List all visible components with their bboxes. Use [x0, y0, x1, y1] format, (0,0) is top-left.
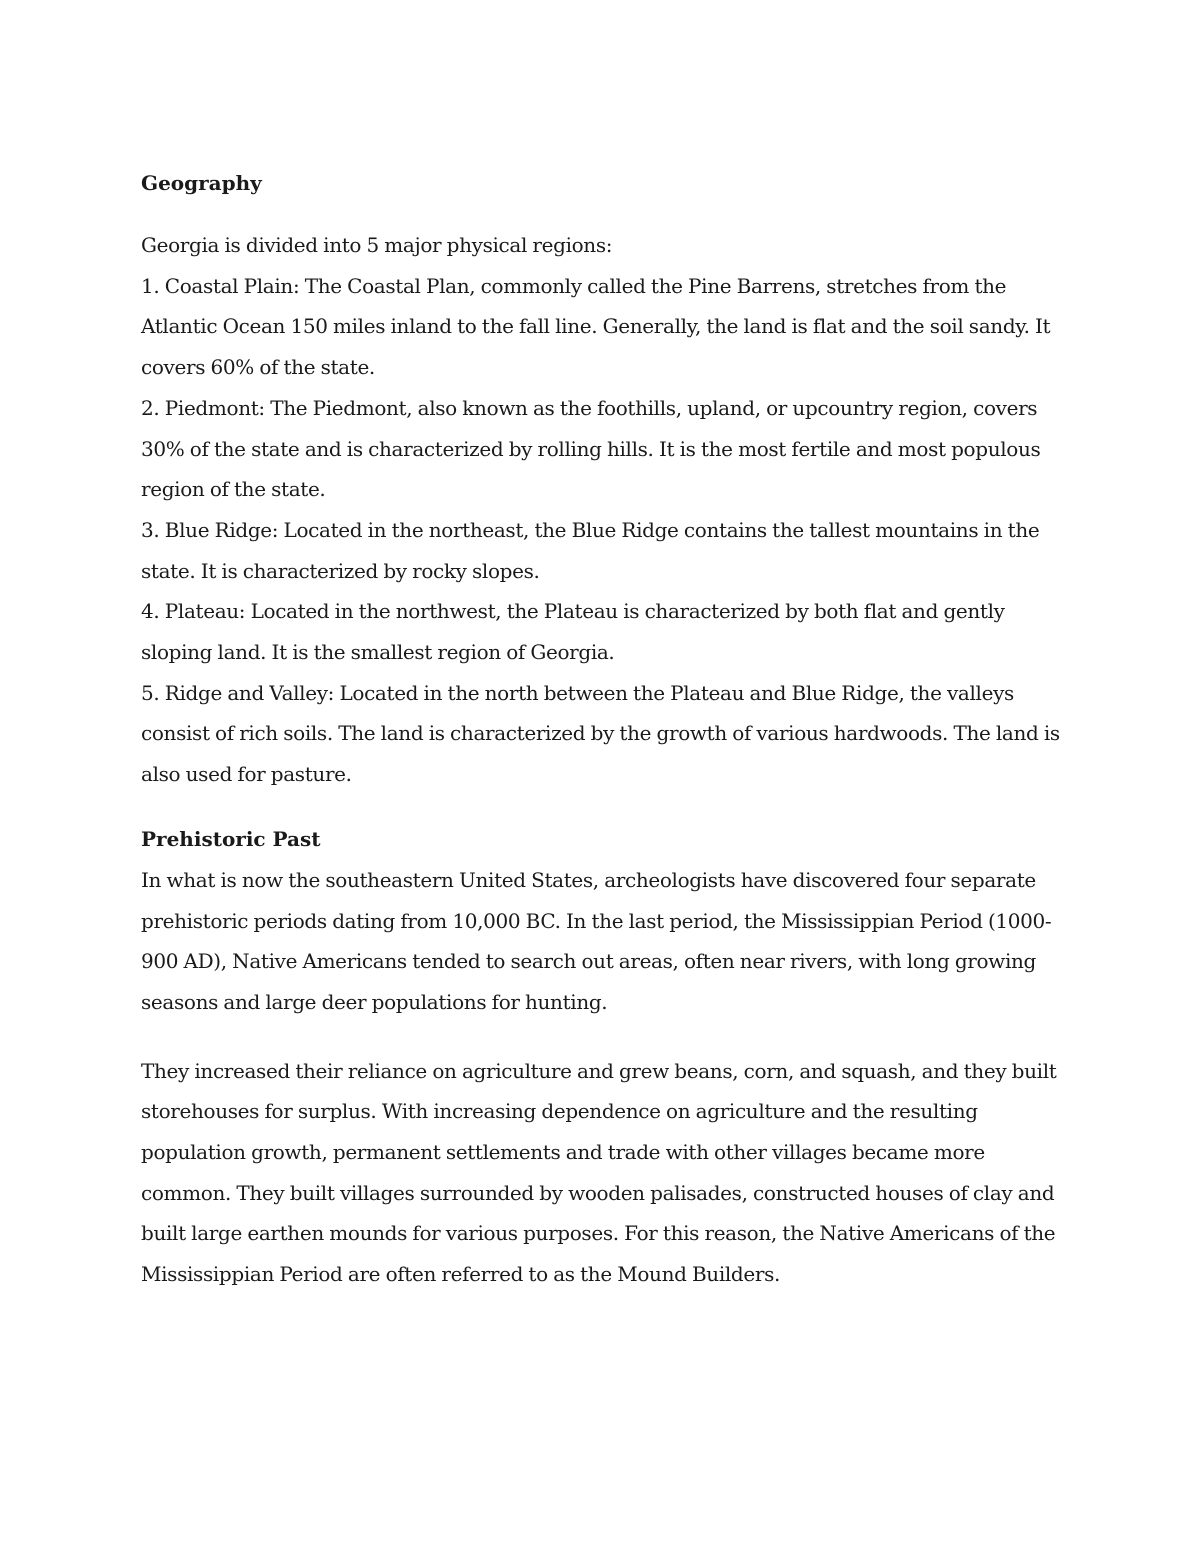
region-item-coastal-plain: 1. Coastal Plain: The Coastal Plan, commonly called the Pine Barrens, stretches from the Atlantic Ocean 150 miles inland to the fall line. Generally, the land is flat and the soil sandy. It covers 60% of the state.: [141, 273, 1051, 380]
region-item-piedmont: 2. Piedmont: The Piedmont, also known as the foothills, upland, or upcountry region, covers 30% of the state and is characterized by rolling hills. It is the most fertile and most populous region of the state.: [141, 395, 1041, 502]
prehistoric-heading: Prehistoric Past: [141, 826, 321, 851]
prehistoric-paragraph-2: They increased their reliance on agriculture and grew beans, corn, and squash, and they built storehouses for surplus. With increasing dependence on agriculture and the resulting population growth, permanent settlements and trade with other villages became more common. They built villages surrounded by wooden palisades, constructed houses of clay and built large earthen mounds for various purposes. For this reason, the Native Americans of the Mississippian Period are often referred to as the Mound Builders.: [141, 1058, 1057, 1287]
document-body: [141, 168, 1066, 1295]
prehistoric-paragraph-1: In what is now the southeastern United States, archeologists have discovered four separate prehistoric periods dating from 10,000 BC. In the last period, the Mississippian Period (1000-900 AD), Native Americans tended to search out areas, often near rivers, with long growing seasons and large deer populations for hunting.: [141, 867, 1052, 1014]
region-item-blue-ridge: 3. Blue Ridge: Located in the northeast, the Blue Ridge contains the tallest mountains in the state. It is characterized by rocky slopes.: [141, 517, 1040, 583]
regions-list: [141, 266, 1066, 795]
geography-heading: Geography: [141, 171, 262, 195]
region-item-ridge-and-valley: 5. Ridge and Valley: Located in the north between the Plateau and Blue Ridge, the valleys consist of rich soils. The land is characterized by the growth of various hardwoods. The land is also used for pasture.: [141, 680, 1060, 787]
region-item-plateau: 4. Plateau: Located in the northwest, the Plateau is characterized by both flat and gently sloping land. It is the smallest region of Georgia.: [141, 599, 1005, 665]
geography-intro: Georgia is divided into 5 major physical regions:: [141, 233, 613, 257]
